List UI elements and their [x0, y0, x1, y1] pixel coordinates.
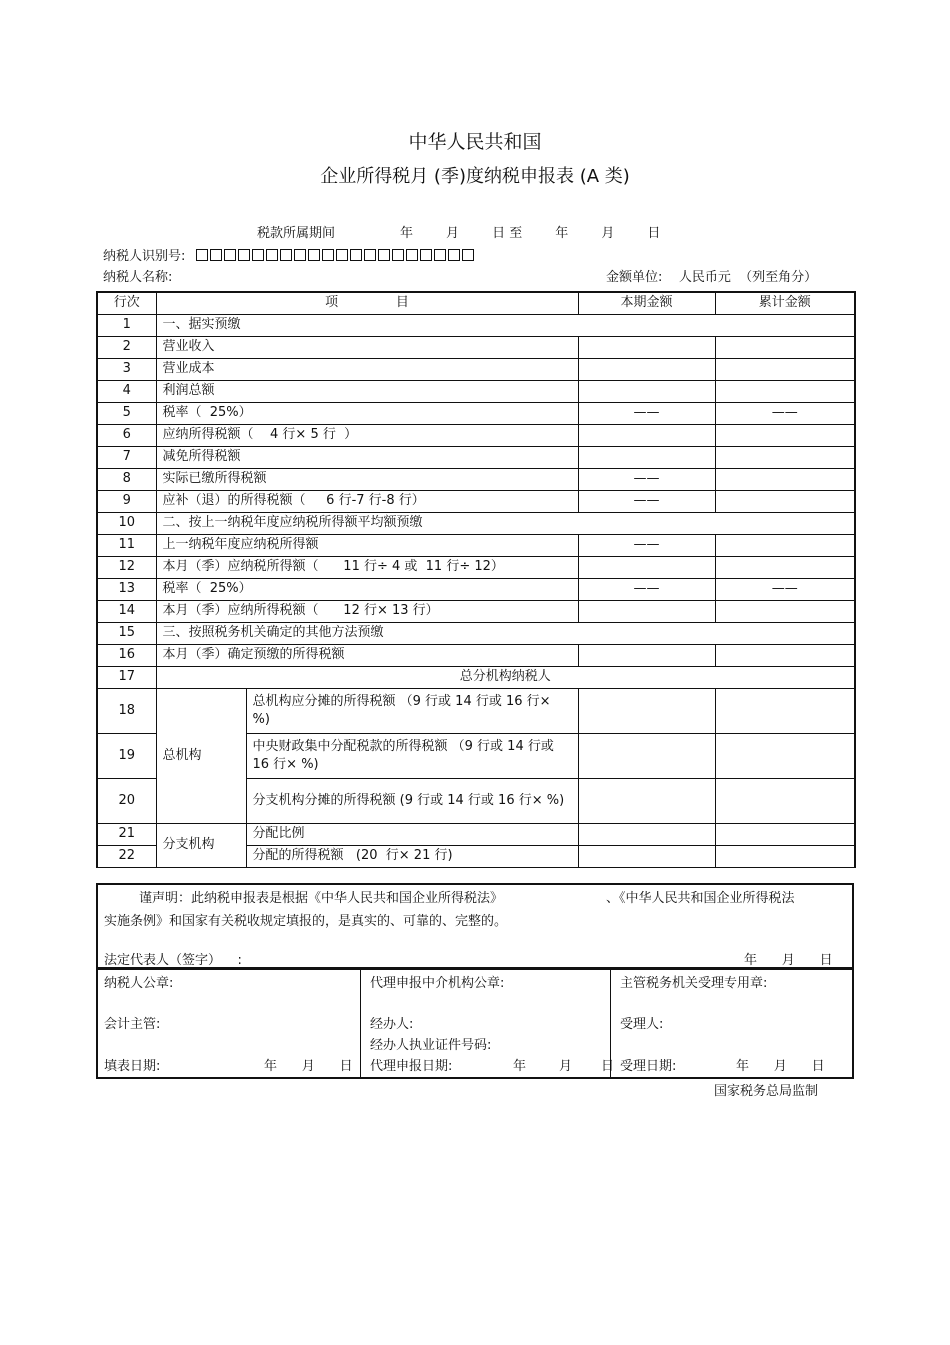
- taxpayer-id-row: [103, 249, 476, 263]
- table-header-row: [97, 292, 855, 314]
- not-applicable-dash: ——: [715, 578, 855, 600]
- current-amount-cell[interactable]: [578, 688, 715, 733]
- amount-unit-label: 金额单位: 人民币元 （列至角分）: [606, 270, 818, 285]
- declaration-text-2: 实施条例》和国家有关税收规定填报的，是真实的、可靠的、完整的。: [104, 914, 508, 929]
- period-dates: 年 月 日 至 年 月 日: [400, 226, 661, 241]
- table-row: 8 实际已缴所得税额 ——: [97, 468, 855, 490]
- cumulative-amount-cell[interactable]: [715, 556, 855, 578]
- supervisor-note: 国家税务总局监制: [714, 1084, 819, 1099]
- current-amount-cell[interactable]: [578, 336, 715, 358]
- table-row: 6 应纳所得税额（ 4 行× 5 行 ）: [97, 424, 855, 446]
- table-row: 1 一、据实预缴: [97, 314, 855, 336]
- receiver-label: 受理人:: [620, 1017, 664, 1032]
- cumulative-amount-cell[interactable]: [715, 380, 855, 402]
- agent-column: [361, 970, 614, 1077]
- not-applicable-dash: ——: [578, 578, 715, 600]
- signature-block: [96, 969, 854, 1079]
- table-row: 11 上一纳税年度应纳税所得额 ——: [97, 534, 855, 556]
- not-applicable-dash: ——: [578, 402, 715, 424]
- agent-seal-label: 代理申报中介机构公章:: [370, 976, 505, 991]
- period-label: 税款所属期间: [257, 226, 336, 241]
- table-row: 14 本月（季）应纳所得税额（ 12 行× 13 行）: [97, 600, 855, 622]
- table-row: 10 二、按上一纳税年度应纳税所得额平均额预缴: [97, 512, 855, 534]
- agent-cert-label: 经办人执业证件号码:: [370, 1038, 492, 1053]
- current-amount-cell[interactable]: [578, 778, 715, 823]
- taxpayer-name-label: 纳税人名称:: [103, 270, 173, 285]
- cumulative-amount-cell[interactable]: [715, 490, 855, 512]
- cumulative-amount-cell[interactable]: [715, 688, 855, 733]
- cumulative-amount-cell[interactable]: [715, 358, 855, 380]
- agent-date-label: 代理申报日期:: [370, 1059, 453, 1074]
- fill-date: 年 月 日: [264, 1059, 353, 1074]
- receive-date: 年 月 日: [736, 1059, 825, 1074]
- cumulative-amount-cell[interactable]: [715, 823, 855, 845]
- tax-authority-seal-label: 主管税务机关受理专用章:: [620, 976, 768, 991]
- form-title-country: 中华人民共和国: [408, 131, 542, 153]
- cumulative-amount-cell[interactable]: [715, 778, 855, 823]
- agent-label: 经办人:: [370, 1017, 414, 1032]
- taxpayer-id-label: 纳税人识别号:: [103, 249, 186, 264]
- table-row: 21 分支机构 分配比例: [97, 823, 855, 845]
- cumulative-amount-cell[interactable]: [715, 534, 855, 556]
- table-row: 13 税率（ 25%） —— ——: [97, 578, 855, 600]
- current-amount-cell[interactable]: [578, 380, 715, 402]
- col-current-header: 本期金额: [578, 292, 715, 314]
- cumulative-amount-cell[interactable]: [715, 644, 855, 666]
- table-row: 17 总分机构纳税人: [97, 666, 855, 688]
- cumulative-amount-cell[interactable]: [715, 446, 855, 468]
- receive-date-label: 受理日期:: [620, 1059, 677, 1074]
- taxpayer-column: [98, 970, 361, 1077]
- branch-section-title: 总分机构纳税人: [156, 666, 855, 688]
- declaration-text-1b: 、《中华人民共和国企业所得税法: [606, 891, 795, 906]
- current-amount-cell[interactable]: [578, 446, 715, 468]
- declaration-text-1a: 谨声明：此纳税申报表是根据《中华人民共和国企业所得税法》: [139, 891, 504, 906]
- declaration-date: 年 月 日: [744, 953, 833, 968]
- taxpayer-seal-label: 纳税人公章:: [104, 976, 174, 991]
- taxpayer-id-boxes[interactable]: [196, 249, 476, 264]
- col-cumulative-header: 累计金额: [715, 292, 855, 314]
- not-applicable-dash: ——: [715, 402, 855, 424]
- table-row: 15 三、按照税务机关确定的其他方法预缴: [97, 622, 855, 644]
- not-applicable-dash: ——: [578, 468, 715, 490]
- cumulative-amount-cell[interactable]: [715, 845, 855, 867]
- cumulative-amount-cell[interactable]: [715, 336, 855, 358]
- declaration-block: [96, 883, 854, 969]
- table-row: 22 分配的所得税额 (20 行× 21 行): [97, 845, 855, 867]
- table-row: 4 利润总额: [97, 380, 855, 402]
- branch-label: 分支机构: [156, 823, 246, 867]
- fill-date-label: 填表日期:: [104, 1059, 161, 1074]
- current-amount-cell[interactable]: [578, 600, 715, 622]
- not-applicable-dash: ——: [578, 534, 715, 556]
- cumulative-amount-cell[interactable]: [715, 468, 855, 490]
- accountant-label: 会计主管:: [104, 1017, 161, 1032]
- current-amount-cell[interactable]: [578, 644, 715, 666]
- table-row: 9 应补（退）的所得税额（ 6 行-7 行-8 行） ——: [97, 490, 855, 512]
- table-row: 7 减免所得税额: [97, 446, 855, 468]
- tax-authority-column: [611, 970, 852, 1077]
- table-row: 18 总机构 总机构应分摊的所得税额 （9 行或 14 行或 16 行× %): [97, 688, 855, 733]
- current-amount-cell[interactable]: [578, 845, 715, 867]
- agent-date: 年 月 日: [513, 1059, 614, 1074]
- declaration-table: [96, 291, 856, 868]
- current-amount-cell[interactable]: [578, 358, 715, 380]
- current-amount-cell[interactable]: [578, 823, 715, 845]
- hq-label: 总机构: [156, 688, 246, 823]
- table-row: 16 本月（季）确定预缴的所得税额: [97, 644, 855, 666]
- form-title: 企业所得税月 (季)度纳税申报表 (A 类): [320, 166, 630, 187]
- table-row: 12 本月（季）应纳税所得额（ 11 行÷ 4 或 11 行÷ 12）: [97, 556, 855, 578]
- legal-representative-signature[interactable]: 法定代表人（签字） :: [104, 953, 242, 968]
- current-amount-cell[interactable]: [578, 424, 715, 446]
- col-no-header: 行次: [97, 292, 156, 314]
- table-row: 2 营业收入: [97, 336, 855, 358]
- current-amount-cell[interactable]: [578, 733, 715, 778]
- cumulative-amount-cell[interactable]: [715, 424, 855, 446]
- col-item-header: 项 目: [156, 292, 578, 314]
- table-row: 19 中央财政集中分配税款的所得税额 （9 行或 14 行或 16 行× %): [97, 733, 855, 778]
- cumulative-amount-cell[interactable]: [715, 733, 855, 778]
- table-row: 3 营业成本: [97, 358, 855, 380]
- table-row: 5 税率（ 25%） —— ——: [97, 402, 855, 424]
- not-applicable-dash: ——: [578, 490, 715, 512]
- current-amount-cell[interactable]: [578, 556, 715, 578]
- cumulative-amount-cell[interactable]: [715, 600, 855, 622]
- table-row: 20 分支机构分摊的所得税额 (9 行或 14 行或 16 行× %): [97, 778, 855, 823]
